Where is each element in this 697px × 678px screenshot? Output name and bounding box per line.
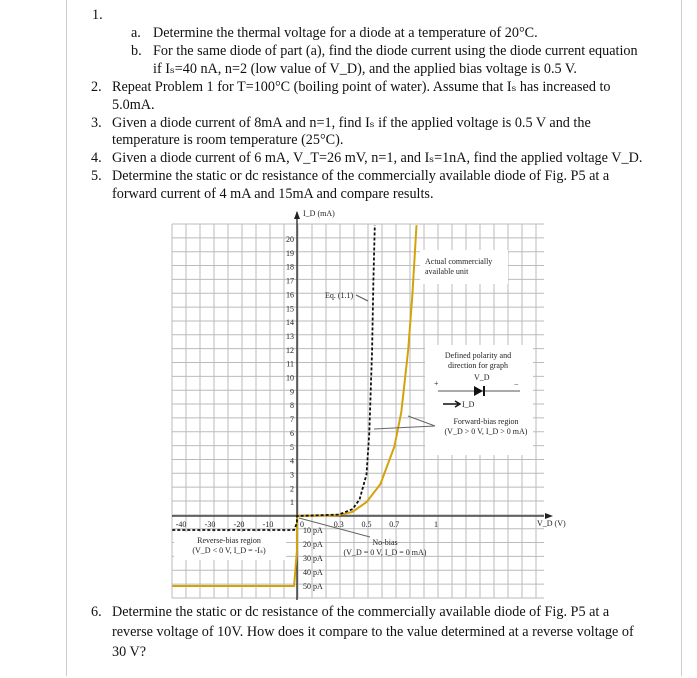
y-tick-label: 18 [286,262,294,272]
y-tick-label: 2 [290,484,294,494]
problem-5-text-2: forward current of 4 mA and 15mA and compare results. [112,186,434,202]
y-tick-label: 6 [290,428,294,438]
actual-unit-label-2: available unit [425,267,469,276]
eq-leader [356,295,368,301]
reverse-bias-label-2: (V_D < 0 V, I_D = -Iₛ) [192,546,266,555]
reverse-tick-label: 40 pA [303,568,323,577]
problem-1b-text: For the same diode of part (a), find the diode current using the diode current equation [153,43,638,59]
y-tick-label: 14 [286,318,294,328]
reverse-tick-label: 10 pA [303,526,323,535]
problem-4-number: 4. [91,150,102,166]
y-tick-label: 4 [290,456,294,466]
y-tick-label: 5 [290,442,294,452]
x-tick-label: 0.5 [361,520,372,529]
x-tick-label: 1 [434,520,438,529]
x-tick-label: -40 [175,520,187,529]
problem-5-number: 5. [91,168,102,184]
y-tick-label: 10 [286,373,294,383]
problem-1a-text: Determine the thermal voltage for a diode at a temperature of 20°C. [153,25,538,41]
problem-5-text: Determine the static or dc resistance of the commercially available diode of Fig. P5 at a [112,168,610,184]
y-axis-label: I_D (mA) [303,209,335,218]
problem-3-text-2: temperature is room temperature (25°C). [112,132,344,148]
y-tick-label: 15 [286,304,294,314]
polarity-label: Defined polarity and [444,351,512,360]
problem-2-number: 2. [91,79,102,95]
problem-1a-label: a. [131,25,141,41]
plus-label: + [434,379,439,388]
y-tick-label: 16 [286,290,294,300]
problem-3-number: 3. [91,115,102,131]
x-tick-label: 0.7 [389,520,400,529]
actual-unit-label: Actual commercially [425,257,493,266]
x-tick-label: -30 [204,520,216,529]
y-tick-label: 11 [286,359,294,369]
y-tick-label: 3 [290,470,294,480]
problem-6-text-3: 30 V? [112,644,147,660]
problem-6-number: 6. [91,604,102,620]
reverse-tick-label: 50 pA [303,582,323,591]
problem-1b-text-2: if Iₛ=40 nA, n=2 (low value of V_D), and the applied bias voltage is 0.5 V. [153,61,577,77]
reverse-bias-label: Reverse-bias region [197,536,261,545]
forward-bias-label: Forward-bias region [453,417,519,426]
x-tick-label: -10 [262,520,274,529]
problem-4-text: Given a diode current of 6 mA, V_T=26 mV, n=1, and Iₛ=1nA, find the applied voltage V_D. [112,150,643,166]
y-tick-label: 19 [286,248,294,258]
polarity-label-2: direction for graph [448,361,508,370]
no-bias-label: No-bias [372,538,398,547]
x-tick-label: -20 [233,520,245,529]
forward-bias-label-2: (V_D > 0 V, I_D > 0 mA) [444,427,528,436]
problem-3-text: Given a diode current of 8mA and n=1, find Iₛ if the applied voltage is 0.5 V and the [112,115,591,131]
y-tick-label: 13 [286,331,294,341]
y-tick-label: 9 [290,387,294,397]
y-tick-label: 7 [290,415,294,425]
reverse-tick-label: 30 pA [303,554,323,563]
y-tick-label: 20 [286,235,294,244]
minus-label: − [514,380,519,389]
vd-label: V_D [474,373,490,382]
y-tick-label: 12 [286,345,294,355]
problem-1-number: 1. [92,7,103,23]
problem-6-text-2: reverse voltage of 10V. How does it compare to the value determined at a reverse voltage of [112,624,634,640]
reverse-tick-label: 20 pA [303,540,323,549]
no-bias-label-2: (V_D = 0 V, I_D = 0 mA) [343,548,427,557]
problem-2-text-2: 5.0mA. [112,97,155,113]
y-tick-label: 8 [290,401,294,411]
problem-2-text: Repeat Problem 1 for T=100°C (boiling point of water). Assume that Iₛ has increased to [112,79,611,95]
y-tick-label: 17 [286,276,294,286]
origin-label: 0 [300,520,304,529]
problem-6-text: Determine the static or dc resistance of the commercially available diode of Fig. P5 at a [112,604,610,620]
y-tick-label: 1 [290,498,294,508]
x-axis-label: V_D (V) [537,519,566,528]
x-tick-label: 0.3 [333,520,344,529]
y-axis-arrow-icon [294,211,300,219]
problem-1b-label: b. [131,43,142,59]
eq-label: Eq. (1.1) [325,291,354,300]
equation-curve [172,225,374,530]
id-label: I_D [462,400,475,409]
